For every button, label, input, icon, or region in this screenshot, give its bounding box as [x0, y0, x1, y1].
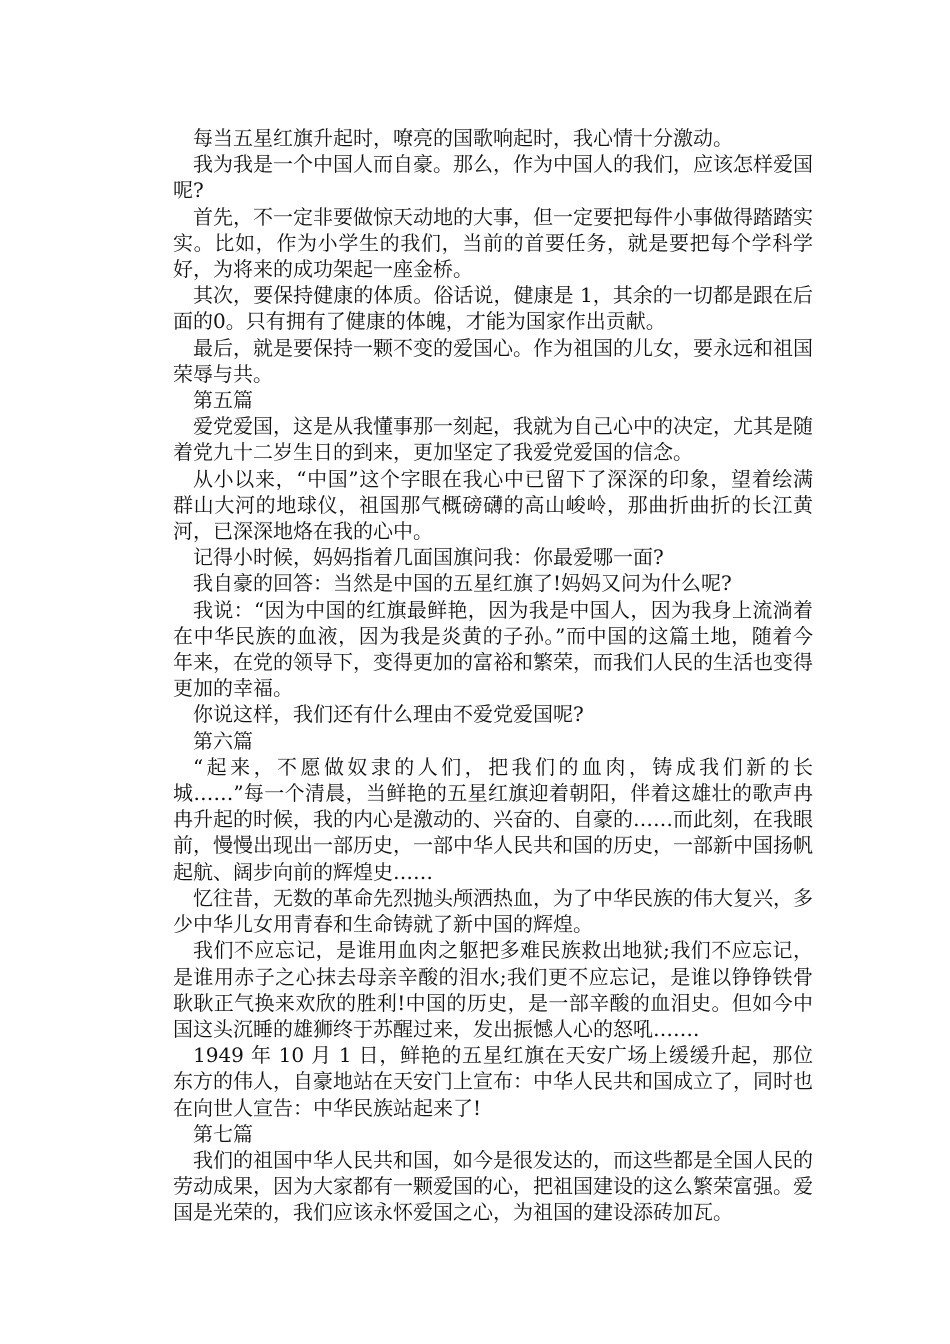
- paragraph: 我为我是一个中国人而自豪。那么，作为中国人的我们，应该怎样爱国呢?: [173, 152, 813, 203]
- document-body: [173, 125, 813, 1226]
- section-heading: 第七篇: [193, 1121, 253, 1146]
- paragraph: 最后，就是要保持一颗不变的爱国心。作为祖国的儿女，要永远和祖国荣辱与共。: [173, 335, 813, 386]
- paragraph: 爱党爱国，这是从我懂事那一刻起，我就为自己心中的决定，尤其是随着党九十二岁生日的到来，更加坚定了我爱党爱国的信念。: [173, 414, 813, 465]
- paragraph: 我们不应忘记，是谁用血肉之躯把多难民族救出地狱;我们不应忘记，是谁用赤子之心抹去母亲辛酸的泪水;我们更不应忘记，是谁以铮铮铁骨耿耿正气换来欢欣的胜利!中国的历史，是一部辛酸的血泪史。但如今中国这头沉睡的雄狮终于苏醒过来，发出振憾人心的怒吼…….: [173, 938, 813, 1041]
- paragraph: 我自豪的回答：当然是中国的五星红旗了!妈妈又问为什么呢?: [193, 571, 732, 596]
- paragraph: 其次，要保持健康的体质。俗话说，健康是 1，其余的一切都是跟在后面的0。只有拥有了健康的体魄，才能为国家作出贡献。: [173, 283, 813, 334]
- paragraph: 每当五星红旗升起时，嘹亮的国歌响起时，我心情十分激动。: [193, 126, 733, 150]
- section-heading: 第六篇: [193, 728, 253, 753]
- paragraph: “起来，不愿做奴隶的人们，把我们的血肉，铸成我们新的长城……”每一个清晨，当鲜艳的五星红旗迎着朝阳，伴着这雄壮的歌声冉冉升起的时候，我的内心是激动的、兴奋的、自豪的……而此刻，在我眼前，慢慢出现出一部历史，一部中华人民共和国的历史，一部新中国扬帆起航、阔步向前的辉煌史……: [173, 754, 813, 884]
- paragraph: 首先，不一定非要做惊天动地的大事，但一定要把每件小事做得踏踏实实。比如，作为小学生的我们，当前的首要任务，就是要把每个学科学好，为将来的成功架起一座金桥。: [173, 204, 813, 282]
- paragraph: 你说这样，我们还有什么理由不爱党爱国呢?: [193, 702, 584, 727]
- section-heading: 第五篇: [193, 388, 253, 413]
- paragraph: 从小以来，“中国”这个字眼在我心中已留下了深深的印象，望着绘满群山大河的地球仪，祖国那气概磅礴的高山峻岭，那曲折曲折的长江黄河，已深深地烙在我的心中。: [173, 466, 813, 544]
- paragraph: 忆往昔，无数的革命先烈抛头颅洒热血，为了中华民族的伟大复兴，多少中华儿女用青春和生命铸就了新中国的辉煌。: [173, 885, 813, 937]
- paragraph: 我们的祖国中华人民共和国，如今是很发达的，而这些都是全国人民的劳动成果，因为大家都有一颗爱国的心，把祖国建设的这么繁荣富强。爱国是光荣的，我们应该永怀爱国之心，为祖国的建设添砖加瓦。: [173, 1147, 813, 1225]
- paragraph: 1949 年 10 月 1 日，鲜艳的五星红旗在天安广场上缓缓升起，那位东方的伟人，自豪地站在天安门上宣布：中华人民共和国成立了，同时也在向世人宣告：中华民族站起来了!: [173, 1043, 813, 1120]
- paragraph: 记得小时候，妈妈指着几面国旗问我：你最爱哪一面?: [193, 545, 664, 570]
- paragraph: 我说：“因为中国的红旗最鲜艳，因为我是中国人，因为我身上流淌着在中华民族的血液，因为我是炎黄的子孙。”而中国的这篇土地，随着今年来，在党的领导下，变得更加的富裕和繁荣，而我们人民的生活也变得更加的幸福。: [173, 597, 813, 701]
